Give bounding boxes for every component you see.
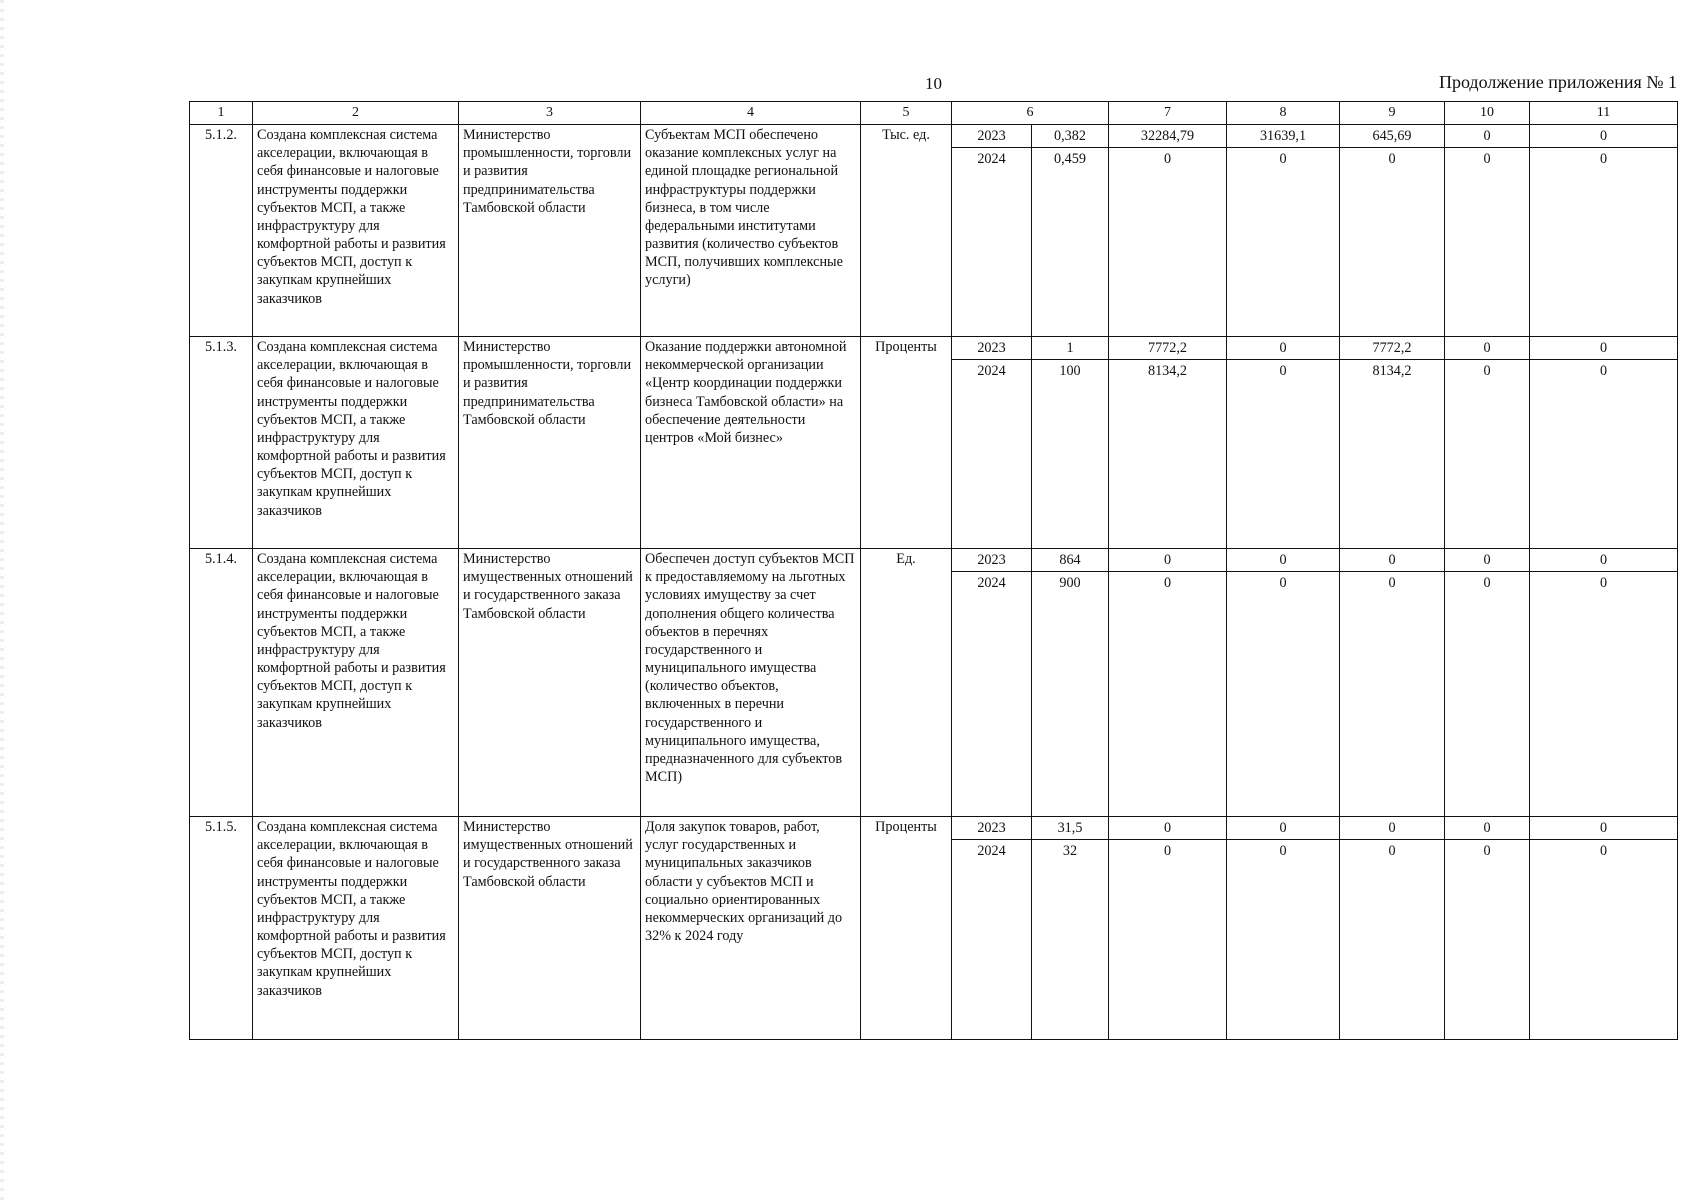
row-year [952,817,1032,1040]
row-col7-value: 8134,2 [1147,363,1187,379]
row-col9 [1340,817,1445,1040]
row-col7-value: 32284,79 [1109,125,1226,148]
header-cell: 7 [1109,102,1227,125]
page-number: 10 [925,74,942,93]
row-indicator-value-value: 900 [1059,575,1081,591]
row-col11-value: 0 [1599,575,1608,591]
header-cell: 10 [1445,102,1530,125]
row-col11-value: 0 [1530,549,1677,572]
row-result-text: Создана комплексная система акселерации, включающая в себя финансовые и налоговые инструменты поддержки субъектов МСП, а также инфраструктуру для комфортной работы и развития субъектов МСП, доступ к закупкам крупнейших заказчиков [253,337,459,549]
row-col11-value: 0 [1530,817,1677,840]
row-col10-value: 0 [1445,125,1529,148]
row-indicator-value-value: 864 [1032,549,1108,572]
row-col8-value: 31639,1 [1227,125,1339,148]
row-indicator-value [1032,337,1109,549]
row-col11-value: 0 [1530,125,1677,148]
scan-edge-artifact [0,0,4,1200]
row-responsible-text: Министерство имущественных отношений и государственного заказа Тамбовской области [459,817,641,1040]
row-year-value: 2024 [977,843,1006,859]
row-unit: Проценты [861,817,952,1040]
row-indicator-value-value: 0,382 [1032,125,1108,148]
row-col8 [1227,549,1340,817]
row-col7-value: 7772,2 [1109,337,1226,360]
table-row [190,549,1678,817]
row-col8-value: 0 [1279,363,1287,379]
row-col10-value: 0 [1483,843,1491,859]
row-col10 [1445,125,1530,337]
row-col10-value: 0 [1445,549,1529,572]
row-col11-value: 0 [1599,363,1608,379]
row-col10-value: 0 [1445,817,1529,840]
row-col7-value: 0 [1163,151,1172,167]
row-responsible-text: Министерство имущественных отношений и государственного заказа Тамбовской области [459,549,641,817]
header-cell: 4 [641,102,861,125]
row-indicator-value [1032,817,1109,1040]
row-col9 [1340,337,1445,549]
row-indicator-text: Субъектам МСП обеспечено оказание комплексных услуг на единой площадке региональной инфраструктуры поддержки бизнеса, в том числе федеральными институтами развития (количество субъектов МСП, получивших комплексные услуги) [641,125,861,337]
row-col11-value: 0 [1530,337,1677,360]
row-indicator-value-value: 1 [1032,337,1108,360]
row-col11 [1530,337,1678,549]
header-cell: 9 [1340,102,1445,125]
header-cell: 1 [190,102,253,125]
row-year-value: 2023 [952,337,1031,360]
row-year-value: 2024 [977,575,1006,591]
row-col8-value: 0 [1227,817,1339,840]
row-unit: Тыс. ед. [861,125,952,337]
row-responsible-text: Министерство промышленности, торговли и развития предпринимательства Тамбовской области [459,337,641,549]
row-indicator-value-value: 100 [1059,363,1081,379]
row-unit: Проценты [861,337,952,549]
row-result-text: Создана комплексная система акселерации, включающая в себя финансовые и налоговые инструменты поддержки субъектов МСП, а также инфраструктуру для комфортной работы и развития субъектов МСП, доступ к закупкам крупнейших заказчиков [253,125,459,337]
row-year-value: 2023 [952,125,1031,148]
row-index: 5.1.2. [190,125,253,337]
row-col9-value: 0 [1388,575,1396,591]
table-row [190,817,1678,1040]
row-col10-value: 0 [1483,151,1491,167]
row-col10-value: 0 [1445,337,1529,360]
header-cell: 8 [1227,102,1340,125]
row-col8-value: 0 [1227,337,1339,360]
row-col11 [1530,817,1678,1040]
row-col11-value: 0 [1599,843,1608,859]
row-col7 [1109,337,1227,549]
header-row [190,102,1678,125]
row-col11 [1530,549,1678,817]
row-col8-value: 0 [1279,151,1287,167]
row-indicator-text: Доля закупок товаров, работ, услуг государственных и муниципальных заказчиков области у субъектов МСП и социально ориентированных некоммерческих организаций до 32% к 2024 году [641,817,861,1040]
row-col10-value: 0 [1483,363,1491,379]
row-col7 [1109,125,1227,337]
header-cell: 6 [952,102,1109,125]
table-row [190,125,1678,337]
row-col10 [1445,549,1530,817]
table-row [190,337,1678,549]
row-indicator-value-value: 31,5 [1032,817,1108,840]
row-col7 [1109,549,1227,817]
row-col9-value: 0 [1388,151,1396,167]
row-year-value: 2023 [952,549,1031,572]
appendix-table [189,101,1678,1040]
row-indicator-value-value: 0,459 [1054,151,1086,167]
row-col9-value: 0 [1388,843,1396,859]
row-col10 [1445,337,1530,549]
page-caption: Продолжение приложения № 1 [1438,72,1677,92]
row-year [952,549,1032,817]
row-col8 [1227,337,1340,549]
row-col11-value: 0 [1599,151,1608,167]
row-unit: Ед. [861,549,952,817]
row-result-text: Создана комплексная система акселерации, включающая в себя финансовые и налоговые инструменты поддержки субъектов МСП, а также инфраструктуру для комфортной работы и развития субъектов МСП, доступ к закупкам крупнейших заказчиков [253,549,459,817]
row-year-value: 2023 [952,817,1031,840]
row-indicator-text: Оказание поддержки автономной некоммерческой организации «Центр координации поддержки бизнеса Тамбовской области» на обеспечение деятельности центров «Мой бизнес» [641,337,861,549]
row-col8-value: 0 [1279,575,1287,591]
row-col8-value: 0 [1227,549,1339,572]
header-cell: 3 [459,102,641,125]
table-body [190,125,1678,1040]
row-col9 [1340,125,1445,337]
row-indicator-value [1032,549,1109,817]
row-col8 [1227,125,1340,337]
row-index: 5.1.5. [190,817,253,1040]
row-col7-value: 0 [1109,549,1226,572]
row-col7-value: 0 [1163,575,1172,591]
header-cell: 2 [253,102,459,125]
row-col11 [1530,125,1678,337]
row-col9-value: 0 [1340,817,1444,840]
row-responsible-text: Министерство промышленности, торговли и развития предпринимательства Тамбовской области [459,125,641,337]
row-col9 [1340,549,1445,817]
row-index: 5.1.4. [190,549,253,817]
row-col10 [1445,817,1530,1040]
row-col8-value: 0 [1279,843,1287,859]
row-index: 5.1.3. [190,337,253,549]
header-cell: 5 [861,102,952,125]
row-col7 [1109,817,1227,1040]
row-year-value: 2024 [977,151,1006,167]
row-col9-value: 8134,2 [1372,363,1412,379]
header-cell: 11 [1530,102,1678,125]
row-col10-value: 0 [1483,575,1491,591]
row-result-text: Создана комплексная система акселерации, включающая в себя финансовые и налоговые инструменты поддержки субъектов МСП, а также инфраструктуру для комфортной работы и развития субъектов МСП, доступ к закупкам крупнейших заказчиков [253,817,459,1040]
appendix-table-container [189,101,1677,1040]
row-col7-value: 0 [1109,817,1226,840]
row-col9-value: 7772,2 [1340,337,1444,360]
row-indicator-value [1032,125,1109,337]
row-year [952,337,1032,549]
row-year-value: 2024 [977,363,1006,379]
row-indicator-text: Обеспечен доступ субъектов МСП к предоставляемому на льготных условиях имуществу за счет дополнения общего количества объектов в перечнях государственного и муниципального имущества (количество объектов, включенных в перечни государственного и муниципального имущества, предназначенного для субъектов МСП) [641,549,861,817]
row-indicator-value-value: 32 [1062,843,1078,859]
row-col9-value: 0 [1340,549,1444,572]
row-col9-value: 645,69 [1340,125,1444,148]
row-year [952,125,1032,337]
row-col7-value: 0 [1163,843,1172,859]
row-col8 [1227,817,1340,1040]
